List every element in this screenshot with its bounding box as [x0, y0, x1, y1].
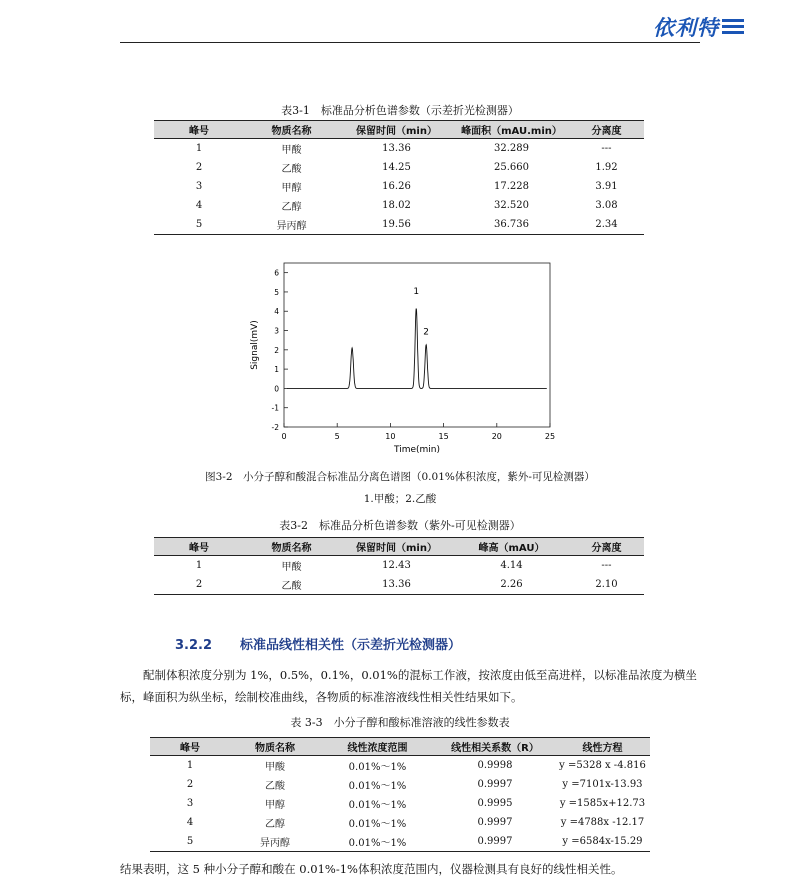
x-axis-label: Time(min) [393, 445, 441, 455]
table-cell: 0.9995 [477, 798, 513, 809]
table-cell: 2 [186, 779, 194, 790]
y-tick-label: 4 [274, 307, 279, 317]
table-cell: 乙酸 [281, 164, 302, 175]
table-row [150, 756, 650, 776]
column-header: 保留时间（min） [339, 538, 454, 556]
x-tick-label: 5 [334, 432, 340, 441]
table-row [154, 177, 644, 196]
table-cell: 3.08 [595, 200, 618, 211]
column-header: 物质名称 [244, 538, 339, 556]
table1 [154, 120, 644, 235]
logo-bars-icon [722, 19, 744, 35]
table-cell: 2.26 [454, 575, 569, 595]
table-cell: 甲醇 [281, 183, 302, 194]
table2 [154, 537, 644, 595]
x-tick-label: 20 [491, 432, 502, 441]
table-cell: 甲酸 [265, 762, 285, 773]
y-tick-label: 6 [274, 268, 279, 278]
table-row [154, 158, 644, 177]
table-cell: 异丙醇 [244, 215, 339, 235]
table-cell: 1 [186, 760, 194, 771]
table-cell: 3 [186, 798, 194, 809]
section-title: 标准品线性相关性（示差折光检测器） [240, 638, 462, 653]
figure-legend: 1.甲酸；2.乙酸 [363, 493, 437, 505]
table-cell: 乙醇 [265, 819, 285, 830]
section-heading [175, 634, 461, 653]
table2-caption: 表3-2 标准品分析色谱参数（紫外-可见检测器） [279, 519, 521, 532]
figure-caption: 图3-2 小分子醇和酸混合标准品分离色谱图（0.01%体积浓度，紫外-可见检测器） [205, 471, 595, 483]
y-tick-label: 5 [274, 287, 279, 297]
table-cell: 乙酸 [265, 781, 285, 792]
table-row [154, 215, 644, 235]
y-tick-label: 3 [274, 326, 279, 336]
table-cell: 4 [186, 817, 194, 828]
table-cell: 0.9997 [477, 779, 513, 790]
table-cell: 14.25 [382, 162, 411, 173]
table-cell: 2.34 [569, 215, 644, 235]
table-cell: --- [601, 143, 612, 154]
chromatogram-chart [0, 255, 800, 455]
table-row [150, 832, 650, 852]
table-cell: y =4788x -12.17 [560, 817, 645, 828]
logo-text: 依利特 [653, 16, 719, 40]
table-cell: 18.02 [382, 200, 411, 211]
table-cell: 19.56 [339, 215, 454, 235]
table-cell: 0.01%～1% [348, 781, 407, 792]
table1-caption: 表3-1 标准品分析色谱参数（示差折光检测器） [281, 104, 519, 117]
column-header: 物质名称 [230, 738, 320, 756]
x-tick-label: 10 [385, 432, 396, 441]
table-cell: 1.92 [595, 162, 618, 173]
table-row [154, 556, 644, 576]
table-cell: 13.36 [339, 575, 454, 595]
column-header: 峰号 [150, 738, 230, 756]
table-cell: 3.91 [595, 181, 618, 192]
column-header: 线性方程 [555, 738, 650, 756]
table-cell: 2.10 [569, 575, 644, 595]
table-cell: 5 [154, 215, 244, 235]
table-cell: y =7101x-13.93 [562, 779, 643, 790]
table-cell: 0.9998 [477, 760, 513, 771]
column-header: 峰高（mAU） [454, 538, 569, 556]
table-cell: 0.01%～1% [320, 832, 435, 852]
table-cell: 0.9997 [435, 832, 555, 852]
y-tick-label: 0 [274, 384, 279, 394]
table-row [154, 575, 644, 595]
table-cell: 1 [195, 560, 203, 571]
column-header: 线性相关系数（R） [435, 738, 555, 756]
table-cell: 0.01%～1% [348, 819, 407, 830]
column-header: 线性浓度范围 [320, 738, 435, 756]
table-cell: 16.26 [382, 181, 411, 192]
table-row [150, 794, 650, 813]
x-tick-label: 25 [544, 432, 556, 441]
table-cell: 1 [195, 143, 203, 154]
table-cell: 4 [195, 200, 203, 211]
table-cell: 4.14 [500, 560, 523, 571]
table-cell: 2 [154, 575, 244, 595]
column-header: 峰号 [154, 538, 244, 556]
table-cell: 5 [150, 832, 230, 852]
x-tick-label: 0 [281, 432, 287, 441]
table-cell: 36.736 [454, 215, 569, 235]
table-cell: 2 [195, 162, 203, 173]
table-cell: 3 [195, 181, 203, 192]
table-cell: --- [601, 560, 612, 571]
table-row [154, 139, 644, 159]
signal-trace [287, 309, 547, 389]
y-tick-label: -1 [271, 403, 279, 413]
y-axis-label: Signal(mV) [250, 320, 260, 370]
conclusion-text: 结果表明，这 5 种小分子醇和酸在 0.01%-1%体积浓度范围内，仪器检测具有良好的线性相关性。 [120, 862, 623, 876]
column-header: 物质名称 [244, 121, 339, 139]
column-header: 分离度 [569, 121, 644, 139]
table3-caption: 表 3-3 小分子醇和酸标准溶液的线性参数表 [290, 716, 510, 729]
table-cell: 乙醇 [281, 202, 302, 213]
table-cell: 32.289 [494, 143, 529, 154]
table3 [150, 737, 650, 852]
y-tick-label: 1 [274, 365, 279, 375]
company-logo [653, 12, 744, 42]
header-rule [120, 42, 700, 43]
column-header: 分离度 [569, 538, 644, 556]
x-tick-label: 15 [438, 432, 449, 441]
peak-label: 2 [423, 327, 430, 338]
table-cell: 0.01%～1% [348, 800, 407, 811]
table-cell: 13.36 [382, 143, 411, 154]
table-row [150, 775, 650, 794]
table-cell: y =5328 x -4.816 [559, 760, 646, 771]
table-row [150, 813, 650, 832]
section-number: 3.2.2 [175, 638, 213, 653]
table-cell: y =6584x-15.29 [555, 832, 650, 852]
column-header: 保留时间（min） [339, 121, 454, 139]
table-cell: 0.9997 [477, 817, 513, 828]
table-cell: 17.228 [494, 181, 529, 192]
paragraph-method: 配制体积浓度分别为 1%，0.5%，0.1%，0.01%的混标工作液，按浓度由低至高进样，以标准品浓度为横坐标，峰面积为纵坐标，绘制校准曲线，各物质的标准溶液线性相关性结果如下。 [120, 668, 697, 704]
y-tick-label: -2 [271, 423, 279, 432]
column-header: 峰面积（mAU.min） [454, 121, 569, 139]
table-cell: 甲酸 [281, 562, 302, 573]
table-cell: 32.520 [494, 200, 529, 211]
table-cell: 12.43 [382, 560, 411, 571]
y-tick-label: 2 [274, 345, 279, 355]
table-cell: 0.01%～1% [348, 762, 407, 773]
table-cell: 乙酸 [244, 575, 339, 595]
table-row [154, 196, 644, 215]
table-cell: 25.660 [494, 162, 529, 173]
table-cell: y =1585x+12.73 [559, 798, 646, 809]
table-cell: 甲酸 [281, 145, 302, 156]
table-cell: 异丙醇 [230, 832, 320, 852]
table-cell: 甲醇 [265, 800, 285, 811]
column-header: 峰号 [154, 121, 244, 139]
peak-label: 1 [413, 286, 420, 297]
